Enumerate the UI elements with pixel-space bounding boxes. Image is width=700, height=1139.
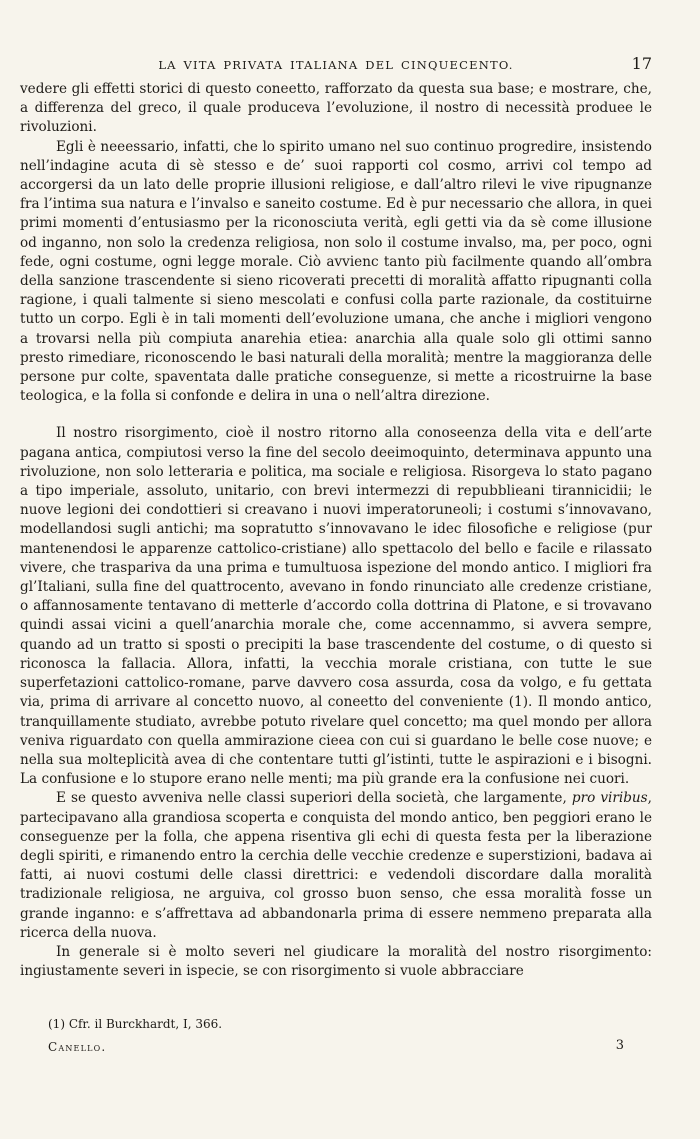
paragraph-text: se questo avveniva nelle classi superiori della società, che largamente, bbox=[71, 790, 572, 807]
page-number: 17 bbox=[631, 54, 652, 73]
page-header bbox=[20, 54, 652, 80]
running-title: LA VITA PRIVATA ITALIANA DEL CINQUECENTO. bbox=[158, 58, 514, 72]
paragraph-text: , partecipavano alla grandiosa scoperta e conquista del mondo antico, ben peggiori erano le conseguenze per la folla, che appena risentiva gli echi di questa festa per la liberazione degli spiriti, e rimanendo entro la cerchia delle vecchie credenze e superstizioni, badava ai fatti, ai nuovi costumi delle classi direttrici: e vedendoli discordare dalla moralità tradizionale religiosa, ne arguiva, col grosso buon senso, che essa moralità fosse un grande inganno: e s’affrettava ad abbandonarla prima di essere nemmeno preparata alla ricerca della nuova. bbox=[20, 790, 652, 941]
paragraph: Il nostro risorgimento, cioè il nostro ritorno alla conoseenza della vita e dell’arte pagana antica, compiutosi verso la fine del secolo deeimoquinto, determinava appunto una rivoluzione, non solo letteraria e politica, ma sociale e religiosa. Risorgeva lo stato pagano a tipo imperiale, assoluto, unitario, con brevi intermezzi di repubblieani tirannicidii; le nuove legioni dei condottieri si creavano i nuovi imperatoruneoli; i costumi s’innovavano, modellandosi sugli antichi; ma sopratutto s’innovavano le idec filosofiche e religiose (pur mantenendosi le apparenze cattolico-cristiane) allo spettacolo del bello e facile e rilassato vivere, che traspariva da una prima e tumultuosa ispezione del mondo antico. I migliori fra gl’Italiani, sulla fine del quattrocento, avevano in fondo rinunciato alle credenze cristiane, o affannosamente tentavano di metterle d’accordo colla dottrina di Platone, e si trovavano quindi assai vicini a quell’anarchia morale che, come accennammo, si avvera sempre, quando ad un tratto si sposti o precipiti la base trascendente del costume, o di questo si riconosca la fallacia. Allora, infatti, la vecchia morale cristiana, con tutte le sue superfetazioni cattolico-romane, parve davvero cosa assurda, cosa da volgo, e fu gettata via, prima di arrivare al concetto nuovo, al coneetto del conveniente (1). Il mondo antico, tranquillamente studiato, avrebbe potuto rivelare quel concetto; ma quel mondo per allora veniva riguardato con quella ammirazione cieea con cui si guardano le belle cose nuove; e nella sua molteplicità avea di che contentare tutti gl’istinti, tutte le aspirazioni e i bisogni. La confusione e lo stupore erano nelle menti; ma più grande era la confusione nei cuori. bbox=[20, 425, 652, 788]
paragraph-lead: E bbox=[56, 790, 66, 807]
latin-phrase: pro viribus bbox=[571, 790, 648, 807]
signature-mark: Canello. bbox=[48, 1040, 107, 1054]
paragraph bbox=[20, 789, 652, 943]
paragraph: vedere gli effetti storici di questo coneetto, rafforzato da questa sua base; e mostrare, che, a differenza del greco, il quale produceva l’evoluzione, il nostro di necessità produee le rivoluzioni. bbox=[20, 81, 652, 136]
sheet-number: 3 bbox=[615, 1038, 624, 1053]
footnote: (1) Cfr. il Burckhardt, I, 366. bbox=[48, 1017, 223, 1031]
body-text bbox=[20, 80, 652, 981]
paragraph: Egli è neeessario, infatti, che lo spirito umano nel suo continuo progredire, insistendo nell’indagine acuta di sè stesso e de’ suoi rapporti col cosmo, arrivi col tempo ad accorgersi da un lato delle proprie illusioni religiose, e dall’altro rilevi le vive ripugnanze fra l’intima sua natura e l’invalso e saneito costume. Ed è pur necessario che allora, in quei primi momenti d’entusiasmo per la riconosciuta verità, egli getti via da sè come illusione od inganno, non solo la credenza religiosa, non solo il costume invalso, ma, per poco, ogni fede, ogni costume, ogni legge morale. Ciò avvienc tanto più facilmente quando all’ombra della sanzione trascendente si sieno ricoverati precetti di moralità affatto ripugnanti colla ragione, i quali talmente si sieno mescolati e confusi colla parte razionale, da costituirne tutto un corpo. Egli è in tali momenti dell’evoluzione umana, che anche i migliori vengono a trovarsi nella più compiuta anarehia etiea: anarchia alla quale solo gli ottimi sanno presto rimediare, riconoscendo le basi naturali della moralità; mentre la maggioranza delle persone pur colte, spaventata dalle pratiche conseguenze, si mette a ricostruirne la base teologica, e la folla si confonde e delira in una o nell’altra direzione. bbox=[20, 138, 652, 405]
paragraph: In generale si è molto severi nel giudicare la moralità del nostro risorgimento: ingiustamente severi in ispecie, se con risorgimento si vuole abbracciare bbox=[20, 943, 652, 980]
